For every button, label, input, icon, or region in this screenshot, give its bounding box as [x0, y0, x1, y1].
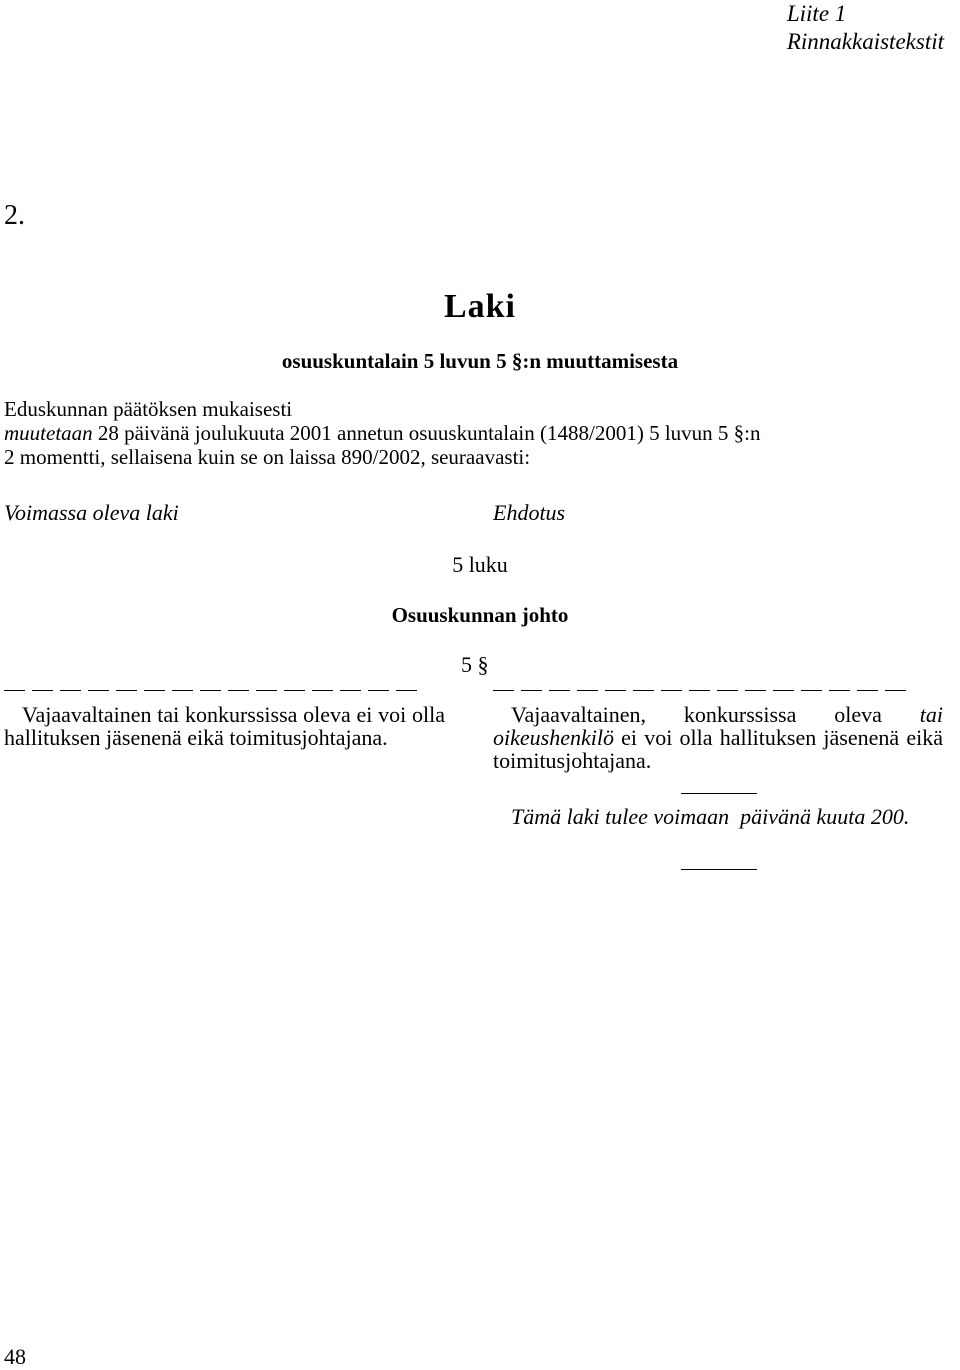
proposal-part-2: tai oikeushenkilö — [493, 702, 943, 750]
chapter-number: 5 luku — [452, 552, 508, 577]
preamble-line-2 — [4, 421, 760, 445]
proposal-part-1: Vajaavaltainen, konkurssissa oleva — [511, 702, 920, 727]
chapter-title: Osuuskunnan johto — [391, 603, 569, 627]
entry-into-force — [493, 803, 943, 830]
column-heading-current-law: Voimassa oleva laki — [4, 500, 179, 525]
preamble — [4, 397, 760, 469]
separator-rule-bottom — [681, 869, 757, 870]
current-law-text — [4, 703, 445, 749]
preamble-verb: muutetaan — [4, 421, 93, 445]
attachment-label: Liite 1 — [786, 1, 847, 26]
preamble-line-2-rest: 28 päivänä joulukuuta 2001 annetun osuuskuntalain (1488/2001) 5 luvun 5 §:n — [92, 421, 761, 445]
preamble-line-1: Eduskunnan päätöksen mukaisesti — [4, 397, 293, 421]
attachment-header — [787, 0, 944, 56]
current-law-paragraph: Vajaavaltainen tai konkurssissa oleva ei voi olla hallituksen jäsenenä eikä toimitusjohtajana. — [4, 702, 445, 750]
law-subtitle: osuuskuntalain 5 luvun 5 §:n muuttamisesta — [281, 349, 679, 373]
separator-rule-top — [681, 793, 757, 794]
column-heading-proposal: Ehdotus — [493, 500, 566, 525]
section-number: 2. — [4, 200, 25, 231]
left-omission-dashes — [4, 690, 417, 691]
proposal-part-3: ei voi olla hallituksen jäsenenä eikä toimitusjohtajana. — [493, 725, 943, 773]
proposal-text — [493, 703, 943, 772]
law-title: Laki — [443, 288, 517, 325]
attachment-sublabel: Rinnakkaistekstit — [786, 29, 944, 54]
page-number: 48 — [4, 1344, 26, 1369]
preamble-line-3: 2 momentti, sellaisena kuin se on laissa 890/2002, seuraavasti: — [4, 445, 531, 469]
entry-into-force-text: Tämä laki tulee voimaan päivänä kuuta 200. — [511, 804, 910, 829]
section-paragraph: 5 § — [461, 652, 489, 677]
right-omission-dashes — [493, 690, 906, 691]
proposal-paragraph — [493, 703, 943, 772]
